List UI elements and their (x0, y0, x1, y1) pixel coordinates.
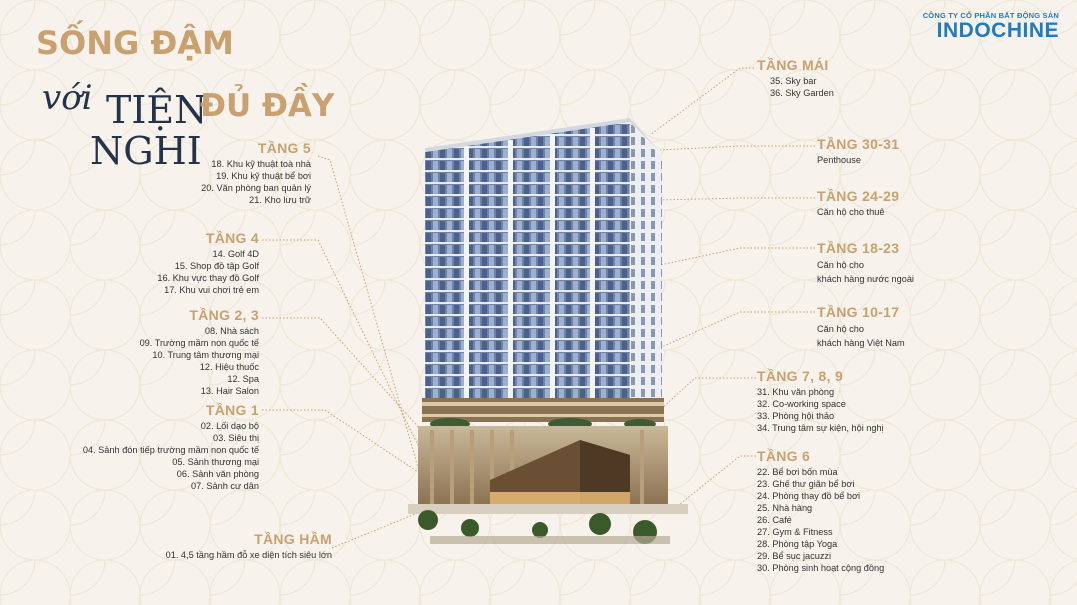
floor-item: 16. Khu vực thay đồ Golf (157, 273, 259, 283)
floor-item: 34. Trung tâm sự kiện, hội nghị (757, 423, 884, 433)
floor-item: 02. Lối dạo bộ (200, 421, 259, 431)
floor-title: TẦNG 30-31 (817, 136, 900, 152)
floor-group-tang-1 (83, 402, 259, 492)
floor-title: TẦNG 18-23 (817, 240, 900, 256)
floor-item: 15. Shop đồ tập Golf (174, 261, 259, 271)
floor-group-tang-30-31 (817, 136, 899, 166)
floor-item: 36. Sky Garden (770, 88, 834, 98)
floor-item: 09. Trường mầm non quốc tế (139, 338, 259, 348)
headline-serif1: TIỆN (106, 88, 208, 132)
logo-brand-text: INDOCHINE (936, 19, 1059, 42)
floor-group-tang-24-29 (817, 188, 899, 218)
headline-prefix: với (42, 78, 93, 118)
floor-item: 08. Nhà sách (204, 326, 259, 336)
floor-item: 07. Sảnh cư dân (191, 481, 259, 491)
floor-group-tang-5 (201, 140, 311, 206)
floor-item: 22. Bể bơi bốn mùa (757, 467, 838, 477)
floor-item: 14. Golf 4D (212, 249, 259, 259)
headline-serif2: NGHI (90, 129, 202, 173)
floor-title: TẦNG 1 (205, 402, 259, 418)
floor-title: TẦNG MÁI (757, 57, 829, 73)
floor-item: Căn hộ cho (817, 260, 864, 270)
floor-group-tang-ham (166, 531, 332, 561)
floor-item: Căn hộ cho thuê (817, 207, 885, 217)
floor-group-tang-2-3 (140, 307, 259, 397)
building-illustration (390, 100, 730, 570)
floor-item: 26. Café (757, 515, 792, 525)
floor-title: TẦNG 7, 8, 9 (757, 368, 844, 384)
floor-item: 05. Sảnh thương mại (172, 457, 259, 467)
logo-company-text: CÔNG TY CỔ PHẦN BẤT ĐỘNG SẢN (922, 11, 1059, 20)
floor-item: 27. Gym & Fitness (757, 527, 833, 537)
floor-item: 24. Phòng thay đồ bể bơi (757, 491, 861, 501)
floor-item: 03. Siêu thị (213, 433, 259, 443)
floor-item: 10. Trung tâm thương mại (152, 350, 259, 360)
headline-bold: ĐỦ ĐẦY (200, 88, 335, 124)
floor-item: 13. Hair Salon (200, 386, 259, 396)
floor-item: khách hàng Việt Nam (817, 338, 905, 348)
floor-group-tang-7-8-9 (757, 368, 884, 434)
floor-item: 29. Bể sục jacuzzi (757, 551, 832, 561)
floor-item: 25. Nhà hàng (757, 503, 813, 513)
floor-item: Penthouse (817, 155, 861, 165)
floor-item: 23. Ghế thư giãn bể bơi (757, 479, 855, 489)
floor-title: TẦNG HẦM (254, 531, 332, 547)
floor-title: TẦNG 10-17 (817, 304, 900, 320)
floor-title: TẦNG 2, 3 (189, 307, 259, 323)
floor-item: 30. Phòng sinh hoạt cộng đồng (757, 563, 885, 573)
floor-title: TẦNG 5 (257, 140, 311, 156)
floor-item: 32. Co-working space (757, 399, 846, 409)
floor-item: 35. Sky bar (770, 76, 817, 86)
floor-group-tang-6 (757, 448, 884, 574)
floor-item: 28. Phòng tập Yoga (757, 539, 838, 549)
floor-item: 06. Sảnh văn phòng (176, 469, 259, 479)
floor-item: 19. Khu kỹ thuật bể bơi (216, 171, 311, 181)
floor-item: 12. Hiệu thuốc (199, 362, 259, 372)
floor-item: 20. Văn phòng ban quản lý (201, 183, 311, 193)
headline-line1: SỐNG ĐẬM (36, 24, 234, 62)
floor-title: TẦNG 24-29 (817, 188, 900, 204)
floor-item: Căn hộ cho (817, 324, 864, 334)
floor-title: TẦNG 6 (757, 448, 811, 464)
floor-group-tang-4 (157, 230, 259, 296)
floor-title: TẦNG 4 (205, 230, 259, 246)
floor-item: 01. 4,5 tầng hầm đỗ xe diện tích siêu lớn (165, 550, 332, 560)
floor-group-tang-18-23 (817, 240, 914, 286)
floor-item: 04. Sảnh đón tiếp trường mầm non quốc tế (82, 445, 259, 455)
floor-item: 31. Khu văn phòng (757, 387, 835, 397)
floor-item: 18. Khu kỹ thuật toà nhà (211, 159, 311, 169)
floor-item: 21. Kho lưu trữ (249, 195, 311, 205)
floor-group-tang-mai (757, 57, 834, 99)
floor-item: 33. Phòng hội thảo (757, 411, 835, 421)
floor-group-tang-10-17 (817, 304, 905, 350)
floor-item: 12. Spa (227, 374, 259, 384)
floor-item: 17. Khu vui chơi trẻ em (164, 285, 259, 295)
floor-item: khách hàng nước ngoài (817, 274, 914, 284)
